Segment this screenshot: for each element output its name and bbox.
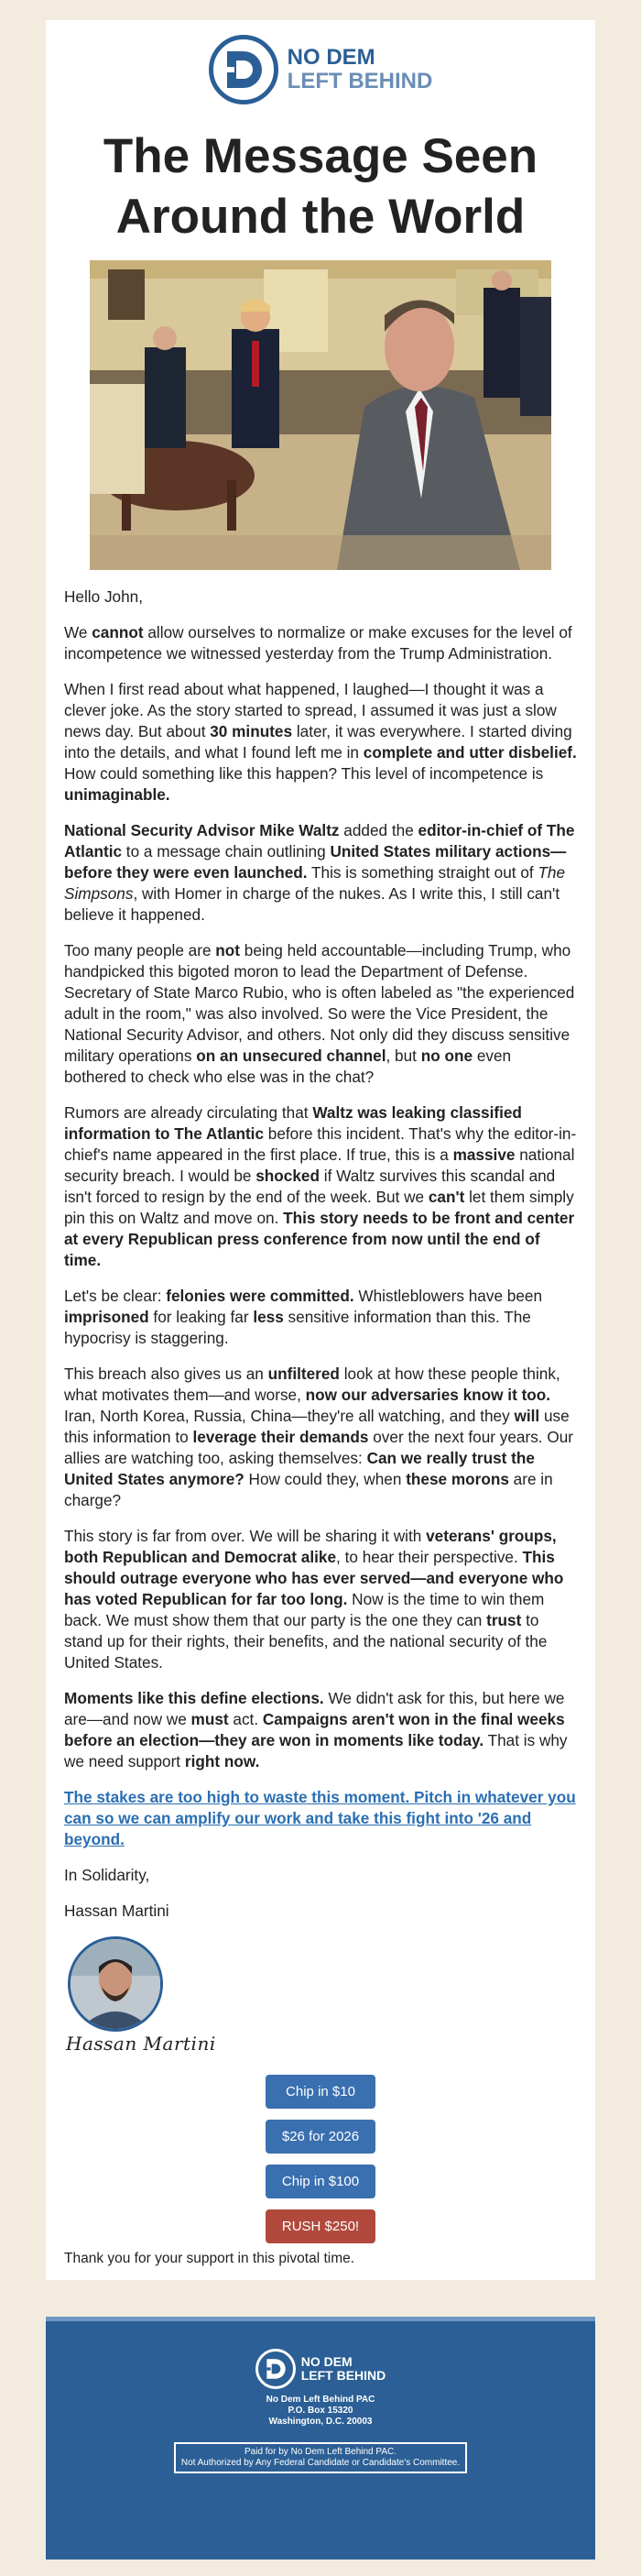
headline (73, 126, 568, 247)
paragraph-7: This breach also gives us an unfiltered look at how these people think, what motivates them—and worse, now our adversaries know it too. Iran, North Korea, Russia, China—they're all watching, and they will use this information to leverage their demands over the next four years. Our allies are watching too, asking themselves: Can we really trust the United States anymore? How could they, when these morons are in charge? (64, 1365, 573, 1509)
logo-line-1: NO DEM (287, 45, 375, 70)
logo-wordmark (288, 46, 433, 93)
logo-line-2: LEFT BEHIND (287, 69, 433, 93)
greeting: Hello John, (64, 587, 143, 606)
thank-you-note: Thank you for your support in this pivotal time. (64, 2251, 355, 2266)
paid-for-line-1: Paid for by No Dem Left Behind PAC. (244, 2447, 397, 2457)
paid-for-disclaimer (174, 2442, 467, 2473)
footer-wordmark (301, 2355, 386, 2383)
footer-logo-line-1: NO DEM (300, 2354, 353, 2369)
avatar (68, 1936, 163, 2032)
paragraph-4: Too many people are not being held accountable—including Trump, who handpicked this bigoted moron to lead the Department of Defense. Secretary of State Marco Rubio, who is often labeled as "the experienced adult in the room," was also involved. So were the Vice President, the National Security Advisor, and others. Not only did they discuss sensitive military operations on an unsecured channel, but no one even bothered to check who else was in the chat? (64, 941, 575, 1086)
donate-cta-link[interactable] (64, 1787, 577, 1850)
donation-buttons (46, 2075, 595, 2243)
paid-for-line-2: Not Authorized by Any Federal Candidate or Candidate's Committee. (180, 2458, 461, 2468)
email-card (46, 20, 595, 2280)
headline-line-2: Around the World (115, 190, 526, 244)
signer-name: Hassan Martini (64, 1902, 169, 1920)
paragraph-8: This story is far from over. We will be sharing it with veterans' groups, both Republican and Democrat alike, to hear their perspective. This should outrage everyone who has ever served—and everyone who has voted Republican for far too long. Now is the time to win them back. We must show them that our party is the one they can trust to stand up for their rights, their benefits, and the national security of the United States. (64, 1527, 564, 1672)
paragraph-5: Rumors are already circulating that Waltz was leaking classified information to The Atlantic before this incident. That's why the editor-in-chief's name appeared in the first place. If true, this is a massive national security breach. I would be shocked if Waltz survives this scandal and isn't forced to resign by the end of the week. But we can't let them simply pin this on Waltz and move on. This story needs to be front and center at every Republican press conference from now until the end of time. (64, 1103, 577, 1269)
26-for-2026-button[interactable]: $26 for 2026 (266, 2120, 375, 2154)
footer-address (46, 2395, 595, 2428)
paragraph-2: When I first read about what happened, I laughed—I thought it was a clever joke. As the story started to spread, I assumed it was just a slow news day. But about 30 minutes later, it was everywhere. I started diving into the details, and what I found left me in complete and utter disbelief. How could something like this happen? This level of incompetence is unimaginable. (64, 680, 577, 804)
paragraph-9: Moments like this define elections. We didn't ask for this, but here we are—and now we must act. Campaigns aren't won in the final weeks before an election—they are won in moments like today. That is why we need support right now. (64, 1689, 568, 1770)
paragraph-1: We cannot allow ourselves to normalize or make excuses for the level of incompetence we witnessed yesterday from the Trump Administration. (64, 623, 572, 663)
footer-logo-line-2: LEFT BEHIND (300, 2368, 386, 2383)
paragraph-3: National Security Advisor Mike Waltz added the editor-in-chief of The Atlantic to a message chain outlining United States military actions—before they were even launched. This is something straight out of The Simpsons, with Homer in charge of the nukes. As I write this, I still can't believe it happened. (64, 821, 575, 924)
signature: Hassan Martini (66, 2033, 216, 2055)
headline-line-1: The Message Seen (103, 129, 538, 183)
d-logo-icon (209, 35, 278, 104)
paragraph-6: Let's be clear: felonies were committed. Whistleblowers have been imprisoned for leaking far less sensitive information than this. The hypocrisy is staggering. (64, 1287, 543, 1347)
chip-in-10-button[interactable]: Chip in $10 (266, 2075, 375, 2109)
rush-250-button[interactable]: RUSH $250! (266, 2209, 375, 2243)
header-logo[interactable] (46, 20, 595, 108)
hero-photo (90, 260, 551, 570)
footer-city: Washington, D.C. 20003 (268, 2417, 373, 2427)
footer-po-box: P.O. Box 15320 (288, 2406, 353, 2416)
footer (46, 2317, 595, 2560)
footer-d-logo-icon (255, 2349, 296, 2389)
footer-logo[interactable] (46, 2349, 595, 2389)
footer-org: No Dem Left Behind PAC (266, 2395, 375, 2405)
email-body (46, 570, 595, 2055)
closing: In Solidarity, (64, 1866, 150, 1884)
chip-in-100-button[interactable]: Chip in $100 (266, 2165, 375, 2198)
donate-link[interactable]: The stakes are too high to waste this moment. Pitch in whatever you can so we can amplify our work and take this fight into '26 and beyond. (64, 1788, 576, 1848)
